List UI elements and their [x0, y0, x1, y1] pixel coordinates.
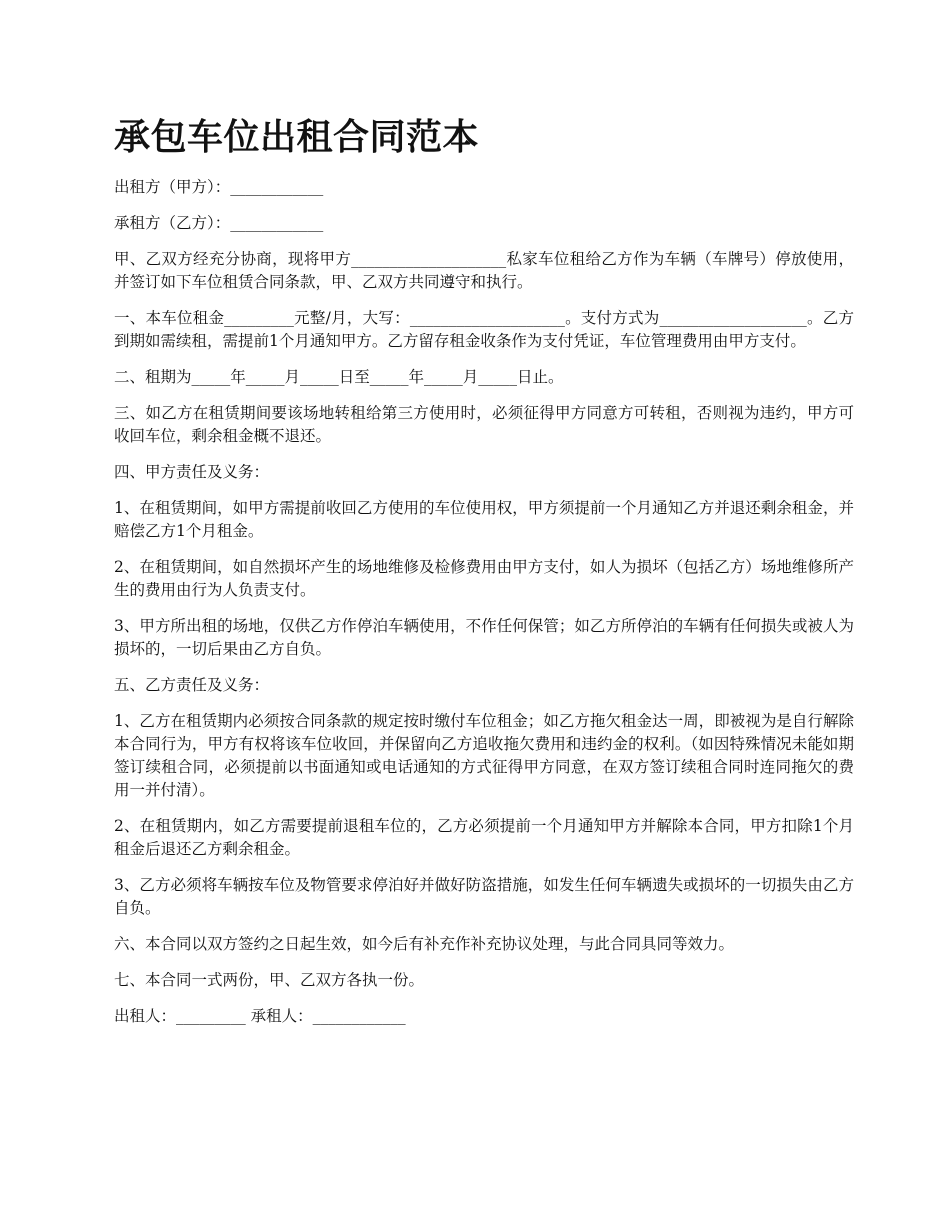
clause-4-heading: 四、甲方责任及义务： [114, 463, 270, 481]
clause-4-item-1: 1、在租赁期间，如甲方需提前收回乙方使用的车位使用权，甲方须提前一个月通知乙方并退还剩余租金，并赔偿乙方1个月租金。 [114, 499, 854, 540]
clause-6-effect: 六、本合同以双方签约之日起生效，如今后有补充作补充协议处理，与此合同具同等效力。 [114, 935, 735, 953]
clause-4-item-2: 2、在租赁期间，如自然损坏产生的场地维修及检修费用由甲方支付，如人为损坏（包括乙方）场地维修所产生的费用由行为人负责支付。 [114, 558, 854, 599]
signature-line: 出租人：_________ 承租人：____________ [114, 1007, 406, 1025]
clause-5-item-2: 2、在租赁期内，如乙方需要提前退租车位的，乙方必须提前一个月通知甲方并解除本合同，甲方扣除1个月租金后退还乙方剩余租金。 [114, 817, 854, 858]
clause-1-rent: 一、本车位租金_________元整/月，大写：____________________。支付方式为___________________。乙方到期如需续租，需提前1个月通知甲方。乙方留存租金收条作为支付凭证，车位管理费用由甲方支付。 [114, 309, 854, 350]
clause-5-item-3: 3、乙方必须将车辆按车位及物管要求停泊好并做好防盗措施，如发生任何车辆遗失或损坏的一切损失由乙方自负。 [114, 876, 854, 917]
clause-3-sublease: 三、如乙方在租赁期间要该场地转租给第三方使用时，必须征得甲方同意方可转租，否则视为违约，甲方可收回车位，剩余租金概不退还。 [114, 404, 854, 445]
lessor-line: 出租方（甲方）：____________ [114, 178, 324, 196]
preamble-paragraph: 甲、乙双方经充分协商，现将甲方____________________私家车位租给乙方作为车辆（车牌号）停放使用，并签订如下车位租赁合同条款，甲、乙双方共同遵守和执行。 [114, 250, 854, 291]
clause-5-item-1: 1、乙方在租赁期内必须按合同条款的规定按时缴付车位租金；如乙方拖欠租金达一周，即被视为是自行解除本合同行为，甲方有权将该车位收回，并保留向乙方追收拖欠费用和违约金的权利。（如因特殊情况未能如期签订续租合同，必须提前以书面通知或电话通知的方式征得甲方同意，在双方签订续租合同时连同拖欠的费用一并付清）。 [114, 712, 854, 799]
document-title: 承包车位出租合同范本 [114, 117, 480, 158]
lessee-line: 承租方（乙方）：____________ [114, 214, 324, 232]
clause-2-term: 二、租期为_____年_____月_____日至_____年_____月_____日止。 [114, 368, 564, 386]
document-body [114, 116, 854, 1041]
clause-7-copies: 七、本合同一式两份，甲、乙双方各执一份。 [114, 971, 425, 989]
clause-4-item-3: 3、甲方所出租的场地，仅供乙方作停泊车辆使用，不作任何保管；如乙方所停泊的车辆有任何损失或被人为损坏的，一切后果由乙方自负。 [114, 617, 854, 658]
clause-5-heading: 五、乙方责任及义务： [114, 676, 270, 694]
